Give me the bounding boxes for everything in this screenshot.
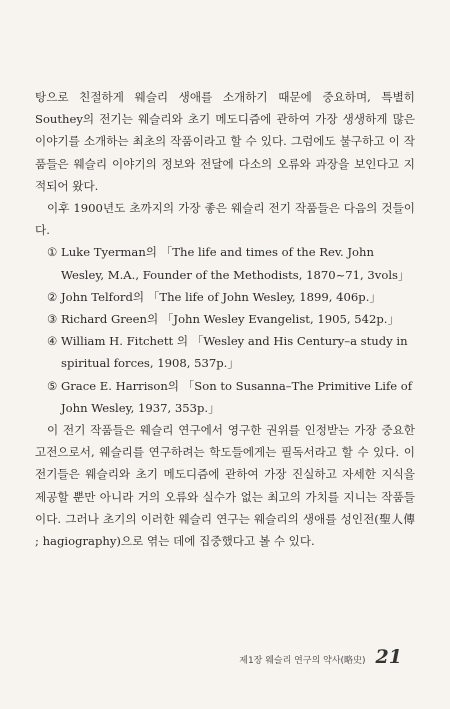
list-item: [35, 375, 415, 419]
paragraph-list-lead: 이후 1900년도 초까지의 가장 좋은 웨슬리 전기 작품들은 다음의 것들이다.: [35, 201, 415, 238]
item-number: ③: [47, 312, 58, 327]
item-text-continued: John Wesley, 1937, 353p.」: [61, 400, 220, 415]
item-number: ④: [47, 334, 58, 349]
paragraph-closing: 이 전기 작품들은 웨슬리 연구에서 영구한 권위를 인정받는 가장 중요한 고전으로서, 웨슬리를 연구하려는 학도들에게는 필독서라고 할 수 있다. 이 전기들은 웨슬리와 초기 메도디즘에 관하여 가장 진실하고 자세한 지식을 제공할 뿐만 아니라 거의 오류와 실수가 없는 최고의 가치를 지니는 작품들이다. 그러나 초기의 이러한 웨슬리 연구는 웨슬리의 생애를 성인전(聖人傳 ; hagiography)으로 엮는 데에 집중했다고 볼 수 있다.: [35, 423, 415, 549]
reference-list: [35, 241, 415, 419]
list-item: [35, 241, 415, 285]
body-text: [35, 86, 415, 552]
item-text: Richard Green의 「John Wesley Evangelist, 1905, 542p.」: [61, 312, 400, 327]
list-item: [35, 330, 415, 374]
item-number: ①: [47, 245, 58, 260]
item-text-continued: spiritual forces, 1908, 537p.」: [61, 356, 239, 371]
item-text: Grace E. Harrison의 「Son to Susanna–The Primitive Life of: [61, 378, 413, 393]
list-item: [35, 286, 415, 308]
page-number: 21: [375, 646, 402, 668]
item-text: William H. Fitchett 의 「Wesley and His Century–a study in: [61, 334, 408, 349]
item-number: ⑤: [47, 378, 58, 393]
paragraph-intro: 탕으로 친절하게 웨슬리 생애를 소개하기 때문에 중요하며, 특별히 Southey의 전기는 웨슬리와 초기 메도디즘에 관하여 가장 생생하게 많은 이야기를 소개하는 최초의 작품이라고 할 수 있다. 그럼에도 불구하고 이 작품들은 웨슬리 이야기의 정보와 전달에 다소의 오류와 과장을 보인다고 지적되어 왔다.: [35, 90, 415, 193]
running-head: 제1장 웨슬리 연구의 약사(略史): [239, 656, 366, 666]
list-item: [35, 308, 415, 330]
item-text: Luke Tyerman의 「The life and times of the Rev. John: [61, 245, 374, 260]
page-footer: [239, 646, 402, 668]
item-text-continued: Wesley, M.A., Founder of the Methodists, 1870~71, 3vols」: [61, 267, 410, 282]
item-number: ②: [47, 289, 58, 304]
item-text: John Telford의 「The life of John Wesley, 1899, 406p.」: [61, 289, 382, 304]
